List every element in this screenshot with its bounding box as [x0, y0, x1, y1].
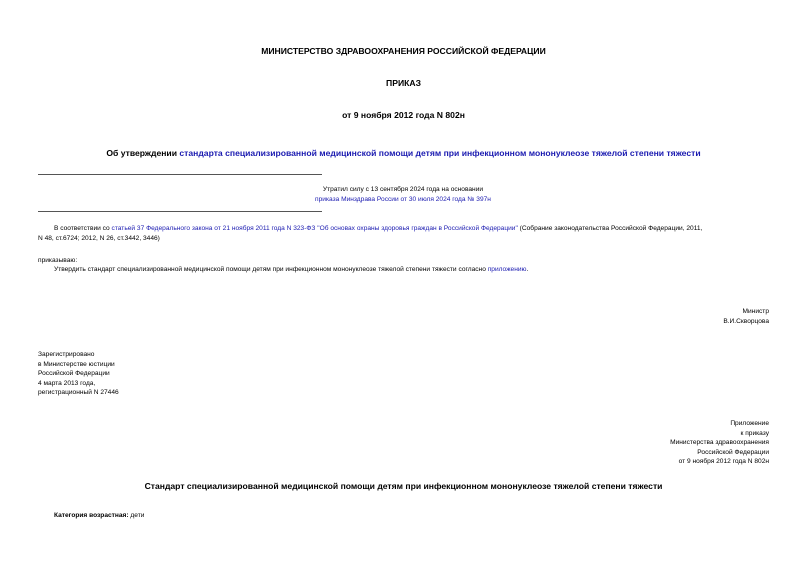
status-note	[198, 185, 608, 204]
registration-line: регистрационный N 27446	[38, 389, 119, 396]
order-date-number: от 9 ноября 2012 года N 802н	[342, 110, 465, 120]
order-title	[0, 148, 807, 158]
standard-title: Стандарт специализированной медицинской помощи детям при инфекционном мононуклеозе тяжелой степени тяжести	[144, 481, 663, 491]
ministry-heading: МИНИСТЕРСТВО ЗДРАВООХРАНЕНИЯ РОССИЙСКОЙ ФЕДЕРАЦИИ	[261, 46, 546, 56]
registration-line: Зарегистрировано	[38, 351, 95, 358]
federal-law-link[interactable]: статьей 37 Федерального закона от 21 ноября 2011 года N 323-ФЗ "Об основах охраны здоровья граждан в Российской Федерации"	[111, 225, 518, 232]
intro-prefix: В соответствии со	[54, 225, 112, 232]
order-title-prefix: Об утверждении	[106, 148, 180, 158]
registration-line: 4 марта 2013 года,	[38, 379, 96, 387]
age-category-label: Категория возрастная:	[54, 512, 129, 519]
divider-top	[38, 174, 322, 175]
approve-paragraph	[54, 265, 528, 275]
standard-link[interactable]: стандарта специализированной медицинской помощи детям при инфекционном мононуклеозе тяжелой степени тяжести	[179, 148, 701, 158]
approve-text: Утвердить стандарт специализированной медицинской помощи детям при инфекционном мононуклеозе тяжелой степени тяжести согласно	[54, 266, 488, 273]
intro-suffix: (Собрание законодательства Российской Федерации, 2011,	[517, 225, 703, 232]
registration-line: в Министерстве юстиции	[38, 360, 115, 368]
intro-paragraph	[38, 224, 770, 243]
registration-line: Российской Федерации	[38, 370, 110, 377]
divider-bottom	[38, 211, 322, 212]
appendix-line: к приказу	[740, 429, 769, 437]
registration-block	[38, 350, 119, 398]
approve-suffix: .	[526, 266, 529, 273]
age-category-value: дети	[128, 512, 145, 519]
status-note-text: Утратил силу с 13 сентября 2024 года на основании	[322, 186, 484, 193]
appendix-line: от 9 ноября 2012 года N 802н	[678, 458, 769, 465]
age-category	[54, 511, 144, 521]
appendix-line: Приложение	[730, 420, 769, 427]
intro-continuation: N 48, ст.6724; 2012, N 26, ст.3442, 3446)	[38, 234, 160, 242]
appendix-block	[560, 419, 769, 467]
appendix-line: Министерства здравоохранения	[670, 439, 769, 446]
appendix-link[interactable]: приложению	[487, 266, 527, 273]
order-word: приказываю:	[38, 257, 78, 264]
doc-type-heading: ПРИКАЗ	[386, 78, 421, 88]
signature-name: В.И.Скворцова	[723, 317, 769, 325]
appendix-line: Российской Федерации	[697, 448, 769, 456]
repeal-order-link[interactable]: приказа Минздрава России от 30 июля 2024 года № 397н	[315, 195, 491, 203]
signature-position: Министр	[742, 308, 769, 315]
signature-block	[600, 307, 769, 326]
